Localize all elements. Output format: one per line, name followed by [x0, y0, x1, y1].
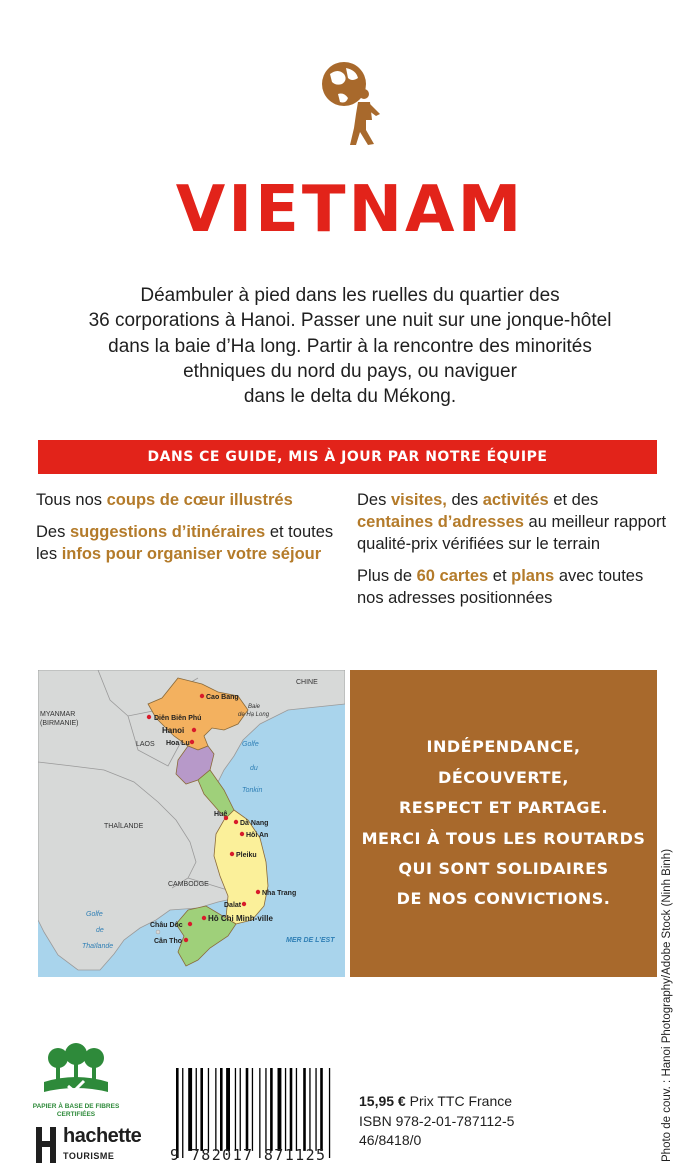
- barcode-bar: [296, 1068, 297, 1151]
- features-right: [357, 490, 672, 620]
- barcode-bar: [220, 1068, 223, 1151]
- barcode-bar: [285, 1068, 286, 1151]
- motto-line: QUI SONT SOLIDAIRES: [398, 858, 609, 878]
- map-label-gulf-tonkin: Tonkin: [242, 787, 263, 794]
- feature-highlight: 60 cartes: [416, 566, 489, 585]
- map-label-gulf-thailand: Golfe: [86, 911, 103, 918]
- feature-text: Des: [36, 522, 70, 541]
- barcode-bar: [252, 1068, 253, 1151]
- map-label-myanmar: MYANMAR: [40, 711, 76, 718]
- map-label-gulf-thailand: de: [96, 927, 104, 934]
- city-label: Hanoi: [162, 726, 185, 735]
- motto-line: MERCI À TOUS LES ROUTARDS: [361, 828, 646, 848]
- feature-highlight: activités: [482, 491, 549, 509]
- city-dot: [190, 740, 194, 744]
- city-dot: [184, 938, 188, 942]
- city-label: Huê: [214, 811, 228, 818]
- feature-highlight: infos pour organiser votre séjour: [61, 544, 322, 563]
- city-label: Hoa Lu: [166, 740, 190, 747]
- guide-banner: DANS CE GUIDE, MIS À JOUR PAR NOTRE ÉQUIPE: [38, 440, 657, 474]
- map-label-laos: LAOS: [136, 741, 155, 748]
- barcode-bar: [265, 1068, 266, 1151]
- map-label-birmanie: (BIRMANIE): [40, 720, 79, 727]
- barcode-bar: [278, 1068, 282, 1151]
- map-label-bay: de Hạ Long: [238, 712, 270, 718]
- intro-line: dans la baie d’Ha long. Partir à la rencontre des minorités: [108, 335, 592, 357]
- price-amount: 15,95 €: [359, 1093, 406, 1109]
- barcode-bar: [226, 1068, 230, 1151]
- barcode-bar: [208, 1068, 209, 1151]
- feature-text: au meilleur rapport qualité-prix vérifiées sur le terrain: [357, 512, 667, 553]
- feature-item: [357, 566, 672, 610]
- feature-highlight: centaines d’adresses: [357, 512, 524, 531]
- intro-line: ethniques du nord du pays, ou naviguer: [183, 360, 517, 382]
- features-left: [36, 490, 341, 576]
- motto-line: DE NOS CONVICTIONS.: [396, 889, 611, 909]
- barcode-bar: [240, 1068, 241, 1151]
- price-line: [359, 1092, 514, 1112]
- feature-text: des: [446, 491, 483, 509]
- motto-line: RESPECT ET PARTAGE.: [398, 798, 608, 818]
- feature-text: Tous nos: [36, 491, 107, 509]
- map-label-bay: Baie: [248, 704, 261, 710]
- feature-text: Des: [357, 491, 391, 509]
- barcode-bar: [290, 1068, 293, 1151]
- city-dot: [230, 852, 234, 856]
- ref-number: 46/8418/0: [359, 1132, 422, 1149]
- intro-line: 36 corporations à Hanoi. Passer une nuit sur une jonque-hôtel: [88, 310, 612, 332]
- feature-item: [36, 522, 341, 566]
- feature-text: et: [488, 566, 512, 585]
- motto-line: DÉCOUVERTE,: [438, 767, 569, 787]
- barcode-bar: [320, 1068, 323, 1151]
- feature-text: Plus de: [357, 566, 417, 585]
- feature-item: [357, 490, 672, 556]
- barcode-number: 9 782017 871125: [170, 1146, 327, 1164]
- city-dot: [240, 832, 244, 836]
- city-dot: [192, 728, 196, 732]
- city-dot: [147, 715, 151, 719]
- city-label: Cân Tho: [154, 938, 182, 945]
- barcode-bar: [270, 1068, 273, 1151]
- barcode-bar: [309, 1068, 310, 1151]
- vietnam-map: [38, 670, 345, 977]
- feature-highlight: visites,: [390, 491, 447, 509]
- feature-text: avec toutes nos adresses positionnées: [357, 566, 644, 607]
- feature-highlight: suggestions d’itinéraires: [69, 522, 266, 541]
- city-dot: [256, 890, 260, 894]
- city-label: Cao Bang: [206, 694, 239, 701]
- city-label: Châu Dôc: [150, 922, 183, 929]
- publisher-name: hachette: [63, 1125, 142, 1147]
- city-dot: [188, 922, 192, 926]
- barcode-bar: [196, 1068, 197, 1151]
- barcode-bar: [235, 1068, 236, 1151]
- motto-line: INDÉPENDANCE,: [426, 737, 581, 757]
- price-block: [359, 1092, 514, 1151]
- city-dot: [200, 694, 204, 698]
- barcode-bar: [303, 1068, 306, 1151]
- isbn: ISBN 978-2-01-787112-5: [359, 1112, 515, 1129]
- hachette-logo-icon: [34, 1125, 58, 1165]
- feature-text: et des: [548, 491, 599, 509]
- city-label: Hôi An: [246, 832, 269, 839]
- map-label-thailand: THAÏLANDE: [104, 823, 144, 830]
- city-dot: [234, 820, 238, 824]
- barcode-bar: [188, 1068, 192, 1151]
- eco-certified-icon: [38, 1040, 114, 1100]
- city-dot: [202, 916, 206, 920]
- motto-box: [350, 670, 657, 977]
- feature-highlight: plans: [511, 566, 555, 585]
- feature-text: et toutes les: [36, 522, 334, 563]
- map-label-gulf-tonkin: Golfe: [242, 741, 259, 748]
- city-label: Hô Chi Minh-ville: [208, 914, 273, 923]
- city-label: Pleiku: [236, 852, 257, 859]
- intro-paragraph: [30, 283, 670, 409]
- map-label-cambodia: CAMBODGE: [168, 881, 209, 888]
- city-dot: [242, 902, 246, 906]
- motto-text: [362, 732, 646, 914]
- barcode-bar: [200, 1068, 203, 1151]
- intro-line: Déambuler à pied dans les ruelles du quartier des: [140, 285, 560, 306]
- map-label-china: CHINE: [296, 679, 318, 686]
- map-label-gulf-thailand: Thaïlande: [82, 943, 114, 950]
- intro-line: dans le delta du Mékong.: [243, 386, 457, 408]
- publisher-sub: TOURISME: [63, 1151, 115, 1161]
- guide-title: VIETNAM: [175, 173, 525, 247]
- barcode-bar: [315, 1068, 316, 1151]
- price-label: Prix TTC France: [405, 1093, 513, 1109]
- map-label-east-sea: MER DE L’EST: [286, 937, 335, 944]
- feature-highlight: coups de cœur illustrés: [106, 491, 293, 509]
- feature-item: [36, 490, 341, 512]
- city-label: Dalat: [224, 902, 242, 909]
- photo-credit: Photo de couv. : Hanoi Photography/Adobe Stock (Ninh Binh): [661, 848, 673, 1162]
- barcode-bar: [246, 1068, 249, 1151]
- eco-caption: PAPIER À BASE DE FIBRES CERTIFIÉES: [32, 1103, 120, 1118]
- city-label: Diên Biên Phú: [154, 715, 202, 722]
- city-label: Dà Nang: [240, 820, 269, 827]
- routard-logo: [308, 58, 392, 146]
- map-label-gulf-tonkin: du: [250, 765, 258, 772]
- barcode-bar: [215, 1068, 216, 1151]
- city-label: Nha Trang: [262, 890, 297, 897]
